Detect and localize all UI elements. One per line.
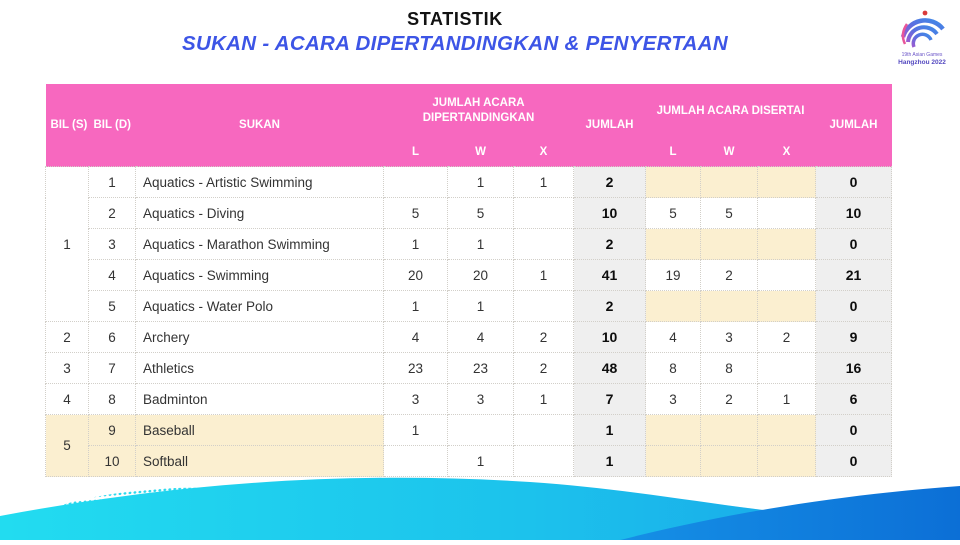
hangzhou-2022-logo (891, 4, 953, 70)
joined-total-cell: 21 (816, 260, 892, 291)
bil-d-cell: 8 (89, 384, 136, 415)
bil-d-cell: 4 (89, 260, 136, 291)
joined-x-cell (758, 291, 816, 322)
joined-x-cell (758, 167, 816, 198)
sukan-cell: Aquatics - Swimming (136, 260, 384, 291)
joined-total-cell: 16 (816, 353, 892, 384)
contested-l-cell: 20 (384, 260, 448, 291)
bil-d-cell: 10 (89, 446, 136, 477)
sukan-cell: Athletics (136, 353, 384, 384)
joined-l-cell: 8 (646, 353, 701, 384)
sub-header-contested-x: X (514, 138, 574, 167)
sukan-cell: Aquatics - Diving (136, 198, 384, 229)
contested-w-cell: 23 (448, 353, 514, 384)
contested-total-cell: 10 (574, 322, 646, 353)
joined-w-cell (701, 291, 758, 322)
col-group-contested: JUMLAH ACARA DIPERTANDINGKAN (384, 84, 574, 138)
sukan-cell: Aquatics - Artistic Swimming (136, 167, 384, 198)
sub-header-contested-l: L (384, 138, 448, 167)
joined-w-cell: 5 (701, 198, 758, 229)
sukan-cell: Softball (136, 446, 384, 477)
joined-x-cell (758, 229, 816, 260)
contested-w-cell: 1 (448, 291, 514, 322)
joined-w-cell: 8 (701, 353, 758, 384)
table-row (46, 229, 892, 260)
contested-l-cell: 4 (384, 322, 448, 353)
joined-l-cell (646, 415, 701, 446)
table-row (46, 384, 892, 415)
bil-s-cell: 2 (46, 322, 89, 353)
joined-total-cell: 9 (816, 322, 892, 353)
contested-total-cell: 1 (574, 446, 646, 477)
contested-x-cell: 1 (514, 384, 574, 415)
contested-x-cell: 2 (514, 353, 574, 384)
bil-d-cell: 5 (89, 291, 136, 322)
joined-l-cell: 3 (646, 384, 701, 415)
title-block (0, 9, 910, 56)
joined-x-cell: 2 (758, 322, 816, 353)
contested-x-cell (514, 198, 574, 229)
col-header-bil-s: BIL (S) (46, 84, 89, 167)
contested-l-cell: 1 (384, 415, 448, 446)
contested-x-cell (514, 229, 574, 260)
contested-w-cell: 1 (448, 167, 514, 198)
table-row (46, 353, 892, 384)
contested-l-cell: 23 (384, 353, 448, 384)
joined-w-cell: 3 (701, 322, 758, 353)
bil-d-cell: 9 (89, 415, 136, 446)
contested-l-cell: 1 (384, 229, 448, 260)
table-row (46, 415, 892, 446)
table-row (46, 291, 892, 322)
sukan-cell: Archery (136, 322, 384, 353)
contested-l-cell: 5 (384, 198, 448, 229)
col-header-bil-d: BIL (D) (89, 84, 136, 167)
contested-w-cell: 3 (448, 384, 514, 415)
contested-total-cell: 1 (574, 415, 646, 446)
contested-w-cell: 4 (448, 322, 514, 353)
sub-header-joined-l: L (646, 138, 701, 167)
bil-d-cell: 3 (89, 229, 136, 260)
joined-l-cell (646, 229, 701, 260)
contested-total-cell: 2 (574, 167, 646, 198)
joined-total-cell: 0 (816, 415, 892, 446)
contested-total-cell: 48 (574, 353, 646, 384)
contested-total-cell: 2 (574, 229, 646, 260)
table-header (46, 84, 892, 167)
table-row (46, 167, 892, 198)
bil-d-cell: 2 (89, 198, 136, 229)
contested-x-cell: 2 (514, 322, 574, 353)
sukan-cell: Baseball (136, 415, 384, 446)
contested-total-cell: 10 (574, 198, 646, 229)
table-body (46, 167, 892, 477)
joined-w-cell: 2 (701, 260, 758, 291)
bil-d-cell: 7 (89, 353, 136, 384)
col-header-total-joined: JUMLAH (816, 84, 892, 167)
contested-l-cell (384, 167, 448, 198)
joined-x-cell (758, 260, 816, 291)
sukan-cell: Aquatics - Water Polo (136, 291, 384, 322)
contested-total-cell: 41 (574, 260, 646, 291)
contested-total-cell: 2 (574, 291, 646, 322)
wave-decoration (0, 468, 960, 540)
contested-x-cell: 1 (514, 260, 574, 291)
joined-l-cell (646, 291, 701, 322)
contested-x-cell: 1 (514, 167, 574, 198)
page-title: STATISTIK (407, 9, 503, 29)
contested-x-cell (514, 291, 574, 322)
joined-x-cell: 1 (758, 384, 816, 415)
joined-x-cell (758, 353, 816, 384)
joined-l-cell (646, 167, 701, 198)
contested-w-cell: 20 (448, 260, 514, 291)
contested-w-cell (448, 415, 514, 446)
bil-s-cell: 1 (46, 167, 89, 322)
joined-total-cell: 0 (816, 291, 892, 322)
sukan-cell: Aquatics - Marathon Swimming (136, 229, 384, 260)
contested-l-cell: 1 (384, 291, 448, 322)
contested-l-cell: 3 (384, 384, 448, 415)
table-row (46, 198, 892, 229)
joined-l-cell: 4 (646, 322, 701, 353)
page-subtitle: SUKAN - ACARA DIPERTANDINGKAN & PENYERTAAN (182, 32, 728, 55)
sub-header-contested-w: W (448, 138, 514, 167)
col-group-joined: JUMLAH ACARA DISERTAI (646, 84, 816, 138)
contested-total-cell: 7 (574, 384, 646, 415)
contested-w-cell: 1 (448, 229, 514, 260)
contested-w-cell: 1 (448, 446, 514, 477)
contested-w-cell: 5 (448, 198, 514, 229)
bil-d-cell: 6 (89, 322, 136, 353)
joined-total-cell: 6 (816, 384, 892, 415)
joined-w-cell (701, 229, 758, 260)
logo-text-line2: Hangzhou 2022 (898, 59, 946, 66)
joined-w-cell (701, 167, 758, 198)
sukan-cell: Badminton (136, 384, 384, 415)
sub-header-joined-x: X (758, 138, 816, 167)
fan-icon (903, 20, 943, 47)
joined-x-cell (758, 198, 816, 229)
bil-s-cell: 5 (46, 415, 89, 477)
joined-w-cell: 2 (701, 384, 758, 415)
logo-text-line1: 19th Asian Games (901, 52, 943, 58)
joined-total-cell: 0 (816, 229, 892, 260)
sub-header-joined-w: W (701, 138, 758, 167)
table-row (46, 260, 892, 291)
bil-d-cell: 1 (89, 167, 136, 198)
contested-x-cell (514, 415, 574, 446)
col-header-total-contested: JUMLAH (574, 84, 646, 167)
joined-total-cell: 10 (816, 198, 892, 229)
joined-total-cell: 0 (816, 446, 892, 477)
joined-x-cell (758, 415, 816, 446)
joined-l-cell: 5 (646, 198, 701, 229)
table-row (46, 322, 892, 353)
col-header-sukan: SUKAN (136, 84, 384, 167)
statistics-table (45, 84, 892, 477)
joined-l-cell: 19 (646, 260, 701, 291)
joined-w-cell (701, 415, 758, 446)
joined-total-cell: 0 (816, 167, 892, 198)
bil-s-cell: 3 (46, 353, 89, 384)
logo-dot (923, 11, 928, 16)
bil-s-cell: 4 (46, 384, 89, 415)
